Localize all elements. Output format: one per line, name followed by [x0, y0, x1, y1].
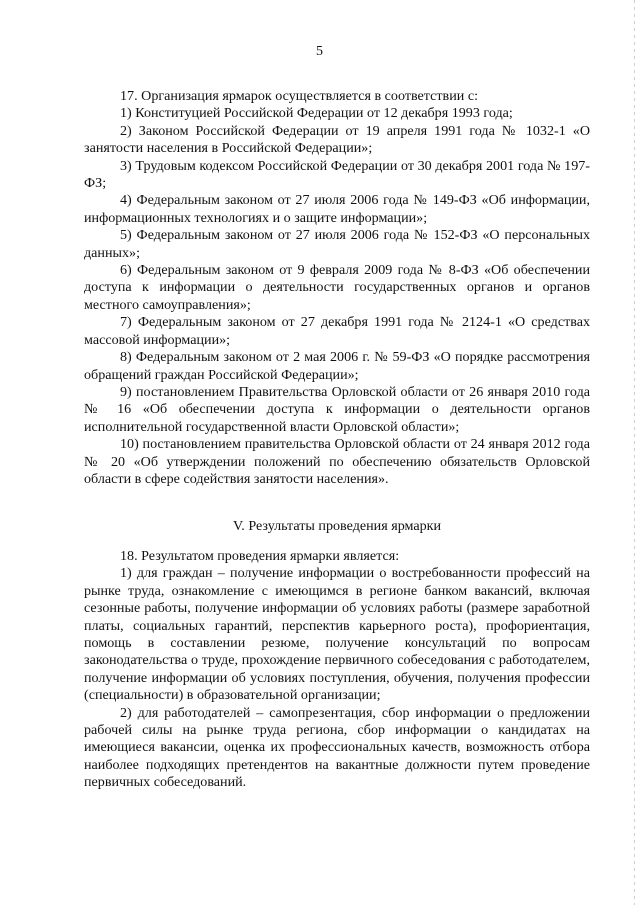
list-item: 2) Законом Российской Федерации от 19 апреля 1991 года № 1032-1 «О занятости населения в Российской Федерации»;: [84, 122, 590, 157]
section-heading: V. Результаты проведения ярмарки: [232, 518, 442, 534]
list-item: 4) Федеральным законом от 27 июля 2006 года № 149-ФЗ «Об информации, информационных технологиях и о защите информации»;: [84, 192, 590, 226]
list-item: 1) для граждан – получение информации о востребованности профессий на рынке труда, ознакомление с имеющимся в регионе банком вакансий, включая сезонные работы, получение информации об условиях работы (размере заработной платы, социальных гарантий, перспектив карьерного роста), профориентация, помощь в составлении резюме, получение консультаций по вопросам законодательства о труде, прохождение первичного собеседования с работодателем, получение информации об условиях поступления, обучения, получения профессии (специальности) в образовательной организации;: [84, 565, 590, 704]
list-item: 3) Трудовым кодексом Российской Федерации от 30 декабря 2001 года № 197-ФЗ;: [84, 157, 590, 192]
list-item: 10) постановлением правительства Орловской области от 24 января 2012 года № 20 «Об утверждении положений по обеспечению обязательств Орловской области в сфере содействия занятости населения».: [84, 436, 590, 487]
list-item: 9) постановлением Правительства Орловской области от 26 января 2010 года № 16 «Об обеспечении доступа к информации о деятельности органов исполнительной государственной власти Орловской области»;: [84, 383, 590, 435]
section-17-intro: 17. Организация ярмарок осуществляется в соответствии с:: [120, 88, 478, 104]
list-item: 7) Федеральным законом от 27 декабря 1991 года № 2124-1 «О средствах массовой информации»;: [84, 314, 590, 348]
section-18-intro: 18. Результатом проведения ярмарки является:: [120, 548, 400, 564]
list-item: 5) Федеральным законом от 27 июля 2006 года № 152-ФЗ «О персональных данных»;: [84, 227, 590, 261]
section-17: [84, 88, 590, 488]
list-item: 2) для работодателей – самопрезентация, сбор информации о предложении рабочей силы на рынке труда региона, сбор информации о кандидатах на имеющиеся вакансии, оценка их профессиональных качеств, возможность отбора наиболее подходящих претендентов на вакантные должности путем проведение первичных собеседований.: [84, 704, 590, 791]
list-item: 6) Федеральным законом от 9 февраля 2009 года № 8-ФЗ «Об обеспечении доступа к информации о деятельности государственных органов и органов местного самоуправления»;: [84, 262, 590, 313]
page-number: 5: [316, 44, 323, 59]
list-item: 8) Федеральным законом от 2 мая 2006 г. № 59-ФЗ «О порядке рассмотрения обращений граждан Российской Федерации»;: [84, 349, 590, 383]
section-18: [84, 548, 590, 792]
list-item: 1) Конституцией Российской Федерации от 12 декабря 1993 года;: [120, 105, 513, 122]
scan-edge-mark: [634, 0, 635, 905]
